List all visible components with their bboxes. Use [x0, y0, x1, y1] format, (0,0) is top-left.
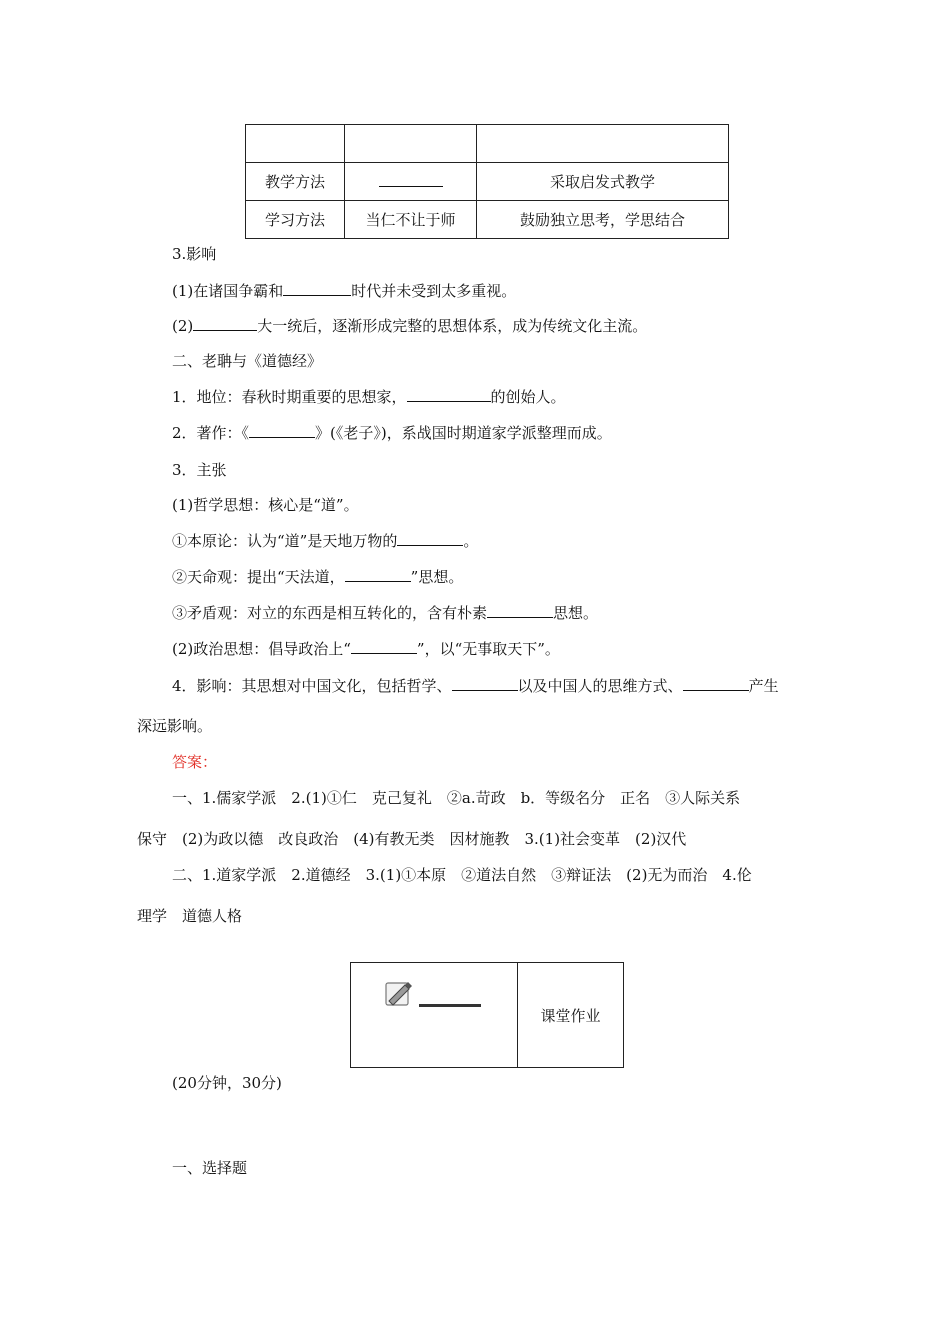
section-heading: 二、老聃与《道德经》: [172, 352, 323, 370]
answer-line: 理学 道德人格: [137, 907, 243, 925]
text-line: [172, 567, 463, 587]
homework-title: 课堂作业: [540, 1006, 601, 1025]
section-heading: 一、选择题: [172, 1159, 248, 1177]
table-row: [246, 125, 729, 163]
fill-blank: [397, 531, 463, 546]
text-line: (1)哲学思想：核心是“道”。: [172, 496, 359, 514]
banner-divider-bar: [419, 1004, 481, 1007]
table-row: [246, 163, 729, 201]
text-line: [172, 316, 647, 336]
fill-blank: [345, 567, 411, 582]
fill-blank: [452, 676, 518, 691]
teaching-method-table: [245, 124, 729, 239]
fill-blank: [193, 316, 257, 331]
fill-blank: [351, 639, 417, 654]
text-segment: 。: [463, 532, 479, 550]
answer-line: 二、1.道家学派 2.道德经 3.(1)①本原 ②道法自然 ③辩证法 (2)无为而治 4.伦: [172, 866, 752, 884]
text-segment: 》(《老子》)，系战国时期道家学派整理而成。: [315, 424, 612, 442]
table-cell: 教学方法: [246, 163, 345, 201]
homework-banner: [350, 962, 624, 1068]
text-line: [172, 676, 779, 696]
table-cell: 采取启发式教学: [477, 163, 729, 201]
table-row: [246, 201, 729, 239]
text-segment: ②天命观：提出“天法道，: [172, 568, 345, 586]
text-segment: 产生: [748, 677, 779, 695]
text-segment: 思想。: [553, 604, 599, 622]
table-cell: 学习方法: [246, 201, 345, 239]
answer-label: 答案：: [172, 753, 218, 771]
table-cell: [477, 125, 729, 163]
text-line: [172, 387, 566, 407]
text-segment: (2): [172, 317, 194, 335]
table-cell: [246, 125, 345, 163]
text-segment: ①本原论：认为“道”是天地万物的: [172, 532, 398, 550]
fill-blank: [683, 676, 749, 691]
text-line: [172, 603, 598, 623]
text-segment: (2)政治思想：倡导政治上“: [172, 640, 351, 658]
text-line: [172, 423, 612, 443]
answer-line: 保守 (2)为政以德 改良政治 (4)有教无类 因材施教 3.(1)社会变革 (2)汉代: [137, 830, 687, 848]
text-line: [172, 639, 560, 659]
text-segment: 的创始人。: [490, 388, 566, 406]
answer-line: 一、1.儒家学派 2.(1)①仁 克己复礼 ②a.苛政 b．等级名分 正名 ③人际关系: [172, 789, 741, 807]
fill-blank: [249, 423, 315, 438]
banner-icon-area: [351, 963, 518, 1067]
text-segment: 以及中国人的思维方式、: [517, 677, 683, 695]
text-segment: ③矛盾观：对立的东西是相互转化的，含有朴素: [172, 604, 488, 622]
heading-claims: 3．主张: [172, 461, 227, 479]
text-segment: 2．著作：《: [172, 424, 250, 442]
text-line: [172, 281, 516, 301]
text-line: [172, 531, 478, 551]
text-segment: 1．地位：春秋时期重要的思想家，: [172, 388, 407, 406]
text-segment: 4．影响：其思想对中国文化，包括哲学、: [172, 677, 452, 695]
text-line: 深远影响。: [137, 717, 213, 735]
text-segment: ”思想。: [410, 568, 464, 586]
table-cell: [345, 125, 477, 163]
heading-influence: 3.影响: [172, 245, 217, 263]
text-segment: (1)在诸国争霸和: [172, 282, 284, 300]
text-segment: ”，以“无事取天下”。: [416, 640, 560, 658]
pencil-paper-icon: [383, 977, 415, 1009]
table-cell: 当仁不让于师: [345, 201, 477, 239]
time-score-note: (20分钟，30分): [172, 1074, 282, 1092]
text-segment: 大一统后，逐渐形成完整的思想体系，成为传统文化主流。: [257, 317, 648, 335]
table-cell-blank: [345, 163, 477, 201]
fill-blank: [283, 281, 351, 296]
text-segment: 时代并未受到太多重视。: [351, 282, 517, 300]
table-cell: 鼓励独立思考，学思结合: [477, 201, 729, 239]
fill-blank: [407, 387, 491, 402]
fill-blank: [487, 603, 553, 618]
